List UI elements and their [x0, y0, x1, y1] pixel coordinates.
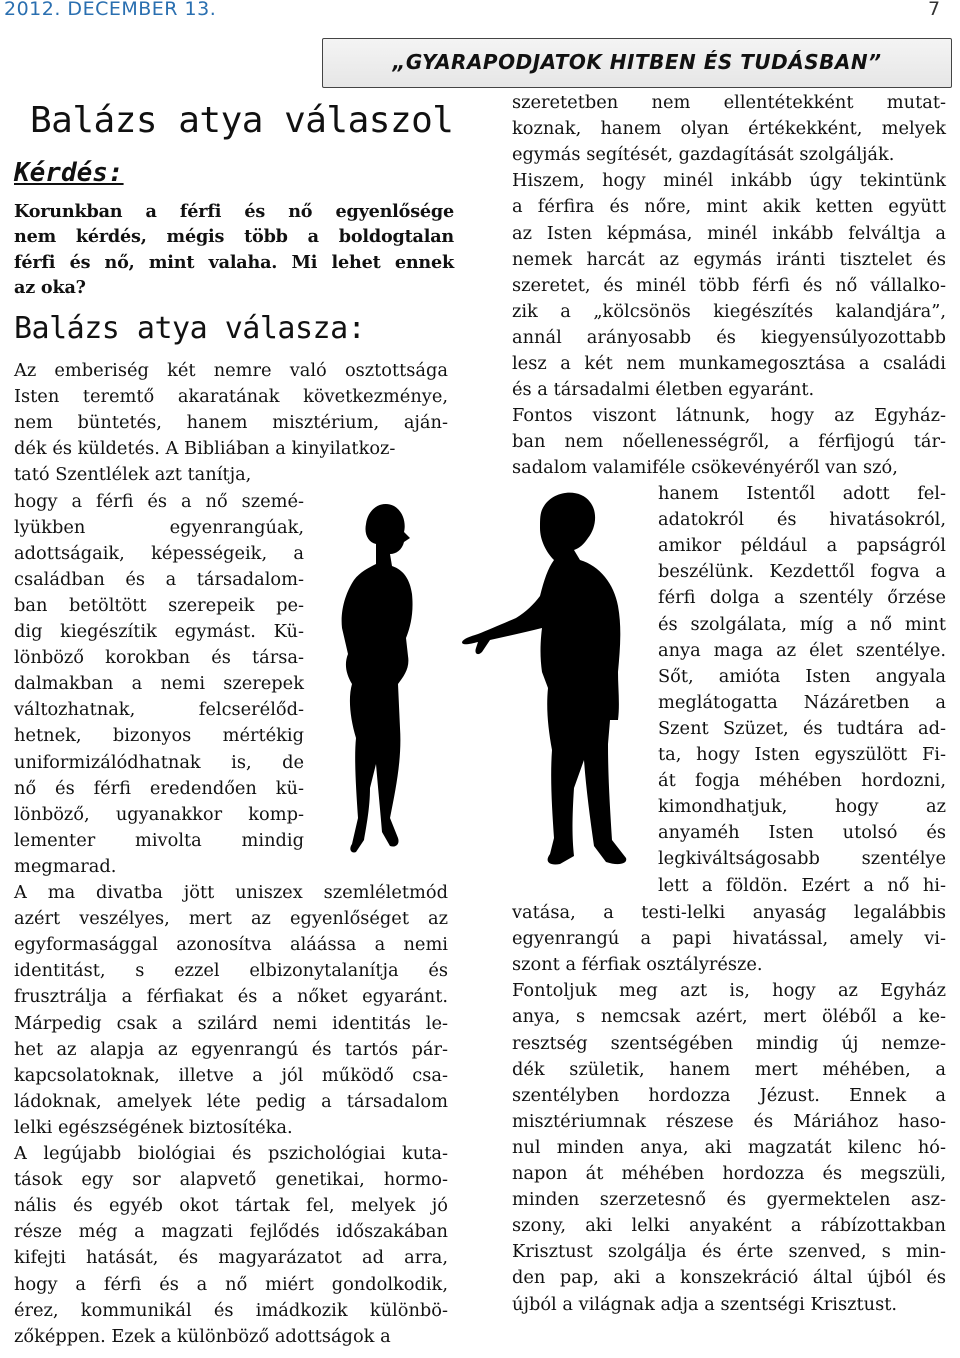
- text-line: tások egy sor alapvető genetikai, hormo-: [14, 1169, 448, 1191]
- header-banner: [322, 38, 952, 88]
- text-line: anya, s nemcsak azért, mert öléből a ke-: [512, 1006, 946, 1028]
- text-line: ban betöltött szerepeik pe-: [14, 594, 304, 616]
- text-line: sadalom valamiféle csökevényéről van szó,: [512, 457, 898, 479]
- text-line: dig kiegészítik egymást. Kü-: [14, 621, 304, 642]
- text-line: lelki egészségének biztosítéka.: [14, 1116, 293, 1138]
- text-line: Fontoljuk meg azt is, hogy az Egyház: [512, 980, 946, 1002]
- text-line: beszélünk. Kezdettől fogva a: [658, 561, 946, 583]
- text-line: Fontos viszont látnunk, hogy az Egyház-: [512, 405, 946, 427]
- text-line: den pap, aki a konszekráció által újból és: [512, 1267, 946, 1289]
- text-line: lementer mivolta mindig: [14, 829, 304, 851]
- banner-text: „GYARAPODJATOK HITBEN ÉS TUDÁSBAN”: [392, 50, 882, 74]
- text-line: identitást, s ezzel elbizonytalanítja és: [14, 960, 448, 982]
- text-line: dék születik, hanem mert méhében, a: [512, 1058, 946, 1080]
- text-line: zőképpen. Ezek a különböző adottságok a: [14, 1325, 391, 1347]
- text-line: ban nem nőellenességről, a férfijogú tár-: [512, 431, 946, 453]
- text-line: része még a magzati fejlődés időszakában: [14, 1221, 448, 1243]
- text-line: újból a világnak adja a szentségi Krisztust.: [512, 1293, 897, 1315]
- question-label: Kérdés:: [14, 158, 124, 188]
- article-title: Balázs atya válaszol: [30, 100, 454, 141]
- text-line: adatokról és hivatásokról,: [658, 509, 946, 531]
- text-line: resztség szentségében mindig új nemze-: [512, 1032, 946, 1054]
- text-line: szeretetben nem ellentétekként mutat-: [512, 92, 946, 113]
- text-line: és a társadalmi életben egyaránt.: [512, 379, 815, 401]
- text-line: legkiváltságosabb szentélye: [658, 848, 946, 870]
- text-line: szeretet, és minél több férfi és nő vállalko-: [512, 274, 946, 296]
- text-line: az Isten képmása, minél inkább felváltja a: [512, 222, 946, 244]
- text-line: szony, aki lelki anyaként a rábízottakban: [512, 1215, 946, 1237]
- text-line: Az emberiség két nemre való osztottsága: [14, 360, 448, 381]
- text-line: ládoknak, amelyek léte pedig a társadalom: [14, 1090, 448, 1112]
- text-line: vatása, a testi-lelki anyaság legalábbis: [512, 902, 946, 923]
- text-line: nő és férfi eredendően kü-: [14, 777, 304, 799]
- question-line: férfi és nő, mint valaha. Mi lehet ennek: [14, 251, 454, 273]
- text-line: hanem Istentől adott fel-: [658, 483, 946, 504]
- text-line: frusztrálja a férfiakat és a nőket egyaránt.: [14, 986, 448, 1008]
- text-line: érez, kommunikál és imádkozik különbö-: [14, 1299, 448, 1321]
- page-number: 7: [928, 0, 941, 20]
- text-line: dék és küldetés. A Bibliában a kinyilatkoz-: [14, 438, 396, 460]
- text-line: változhatnak, felcserélőd-: [14, 699, 304, 721]
- question-line: nem kérdés, mégis több a boldogtalan: [14, 226, 454, 248]
- text-line: kapcsolatoknak, illetve a jól működő csa-: [14, 1064, 448, 1086]
- text-line: Krisztust szolgálja és érte szenved, s min-: [512, 1241, 946, 1263]
- text-line: lett a földön. Ezért a nő hi-: [658, 874, 946, 896]
- text-line: het az alapja az egyenrangú és tartós pár-: [14, 1038, 448, 1060]
- text-line: kimondhatjuk, hogy az: [658, 796, 946, 818]
- text-line: lönböző, ugyanakkor komp-: [14, 803, 304, 825]
- text-line: megmarad.: [14, 855, 117, 877]
- text-line: A legújabb biológiai és pszichológiai kuta-: [14, 1143, 448, 1164]
- text-line: anyaméh Isten utolsó és: [658, 822, 946, 844]
- text-line: hogy a férfi és a nő szemé-: [14, 490, 304, 512]
- text-line: Szent Szüzet, és tudtára ad-: [658, 717, 946, 739]
- text-line: kifejti hatását, és magyarázatot ad arra,: [14, 1247, 448, 1269]
- text-line: nemek harcát az egymás iránti tisztelet és: [512, 248, 946, 270]
- text-line: napon át méhében hordozza és megszüli,: [512, 1163, 946, 1184]
- text-line: tató Szentlélek azt tanítja,: [14, 464, 252, 486]
- text-line: szont a férfiak osztályrésze.: [512, 954, 763, 976]
- text-line: lesz a két nem munkamegosztása a családi: [512, 353, 946, 374]
- text-line: lyükben egyenrangúak,: [14, 516, 304, 538]
- text-line: lönböző korokban és társa-: [14, 647, 304, 669]
- text-line: misztériumnak részese és Máriához haso-: [512, 1110, 946, 1132]
- text-line: anya maga az élet szentélye.: [658, 639, 946, 661]
- text-line: egymás segítését, gazdagítását szolgálják.: [512, 144, 895, 166]
- text-line: át fogja méhében hordozni,: [658, 770, 946, 792]
- text-line: egyenrangú a papi hivatással, amely vi-: [512, 928, 946, 950]
- text-line: nul minden anya, aki magzatát kilenc hó-: [512, 1136, 946, 1158]
- text-line: szentélyben hordozza Jézust. Ennek a: [512, 1084, 946, 1106]
- text-line: családban és a társadalom-: [14, 568, 304, 590]
- text-line: a férfira és nőre, mint akik ketten együtt: [512, 196, 946, 218]
- text-line: amikor például a papságról: [658, 535, 946, 557]
- text-line: azért veszélyes, mert az egyenlőséget az: [14, 908, 448, 930]
- text-line: és szolgálata, míg a nő mint: [658, 613, 946, 635]
- text-line: uniformizálódhatnak is, de: [14, 751, 304, 773]
- text-line: annál arányosabb és kiegyensúlyozottabb: [512, 326, 946, 348]
- text-line: ta, hogy Isten egyszülött Fi-: [658, 744, 946, 765]
- text-line: hetnek, bizonyos mértékig: [14, 725, 304, 747]
- text-line: koznak, hanem olyan értékekként, melyek: [512, 118, 946, 140]
- text-line: Isten teremtő akaratának következménye,: [14, 386, 448, 408]
- question-text: [14, 199, 454, 300]
- text-line: meglátogatta Názáretben a: [658, 691, 946, 713]
- text-line: férfi dolga a szentély őrzése: [658, 587, 946, 609]
- woman-silhouette: [342, 504, 413, 853]
- text-line: adottságaik, képességeik, a: [14, 542, 304, 564]
- text-line: hogy a férfi és a nő miért gondolkodik,: [14, 1273, 448, 1295]
- text-line: dalmakban a nemi szerepek: [14, 673, 304, 695]
- text-line: Hiszem, hogy minél inkább úgy tekintünk: [512, 170, 946, 192]
- text-line: zik a „kölcsönös kiegészítés kalandjára”,: [512, 300, 946, 322]
- man-silhouette: [462, 493, 626, 865]
- text-line: minden szerzetesnő és gyermektelen asz-: [512, 1189, 946, 1211]
- question-line: az oka?: [14, 276, 86, 298]
- text-line: nális és egyéb okot tártak fel, melyek jó: [14, 1195, 448, 1217]
- answer-label: Balázs atya válasza:: [14, 311, 366, 346]
- text-line: egyformasággal azonosítva aláássa a nemi: [14, 934, 448, 956]
- text-line: Márpedig csak a szilárd nemi identitás le-: [14, 1012, 448, 1034]
- question-line: Korunkban a férfi és nő egyenlősége: [14, 201, 454, 222]
- issue-date: 2012. DECEMBER 13.: [4, 0, 217, 20]
- text-line: nem büntetés, hanem misztérium, aján-: [14, 412, 448, 434]
- text-line: Sőt, amióta Isten angyala: [658, 665, 946, 687]
- text-line: A ma divatba jött uniszex szemléletmód: [14, 882, 448, 903]
- man-woman-silhouette-illustration: [318, 488, 658, 868]
